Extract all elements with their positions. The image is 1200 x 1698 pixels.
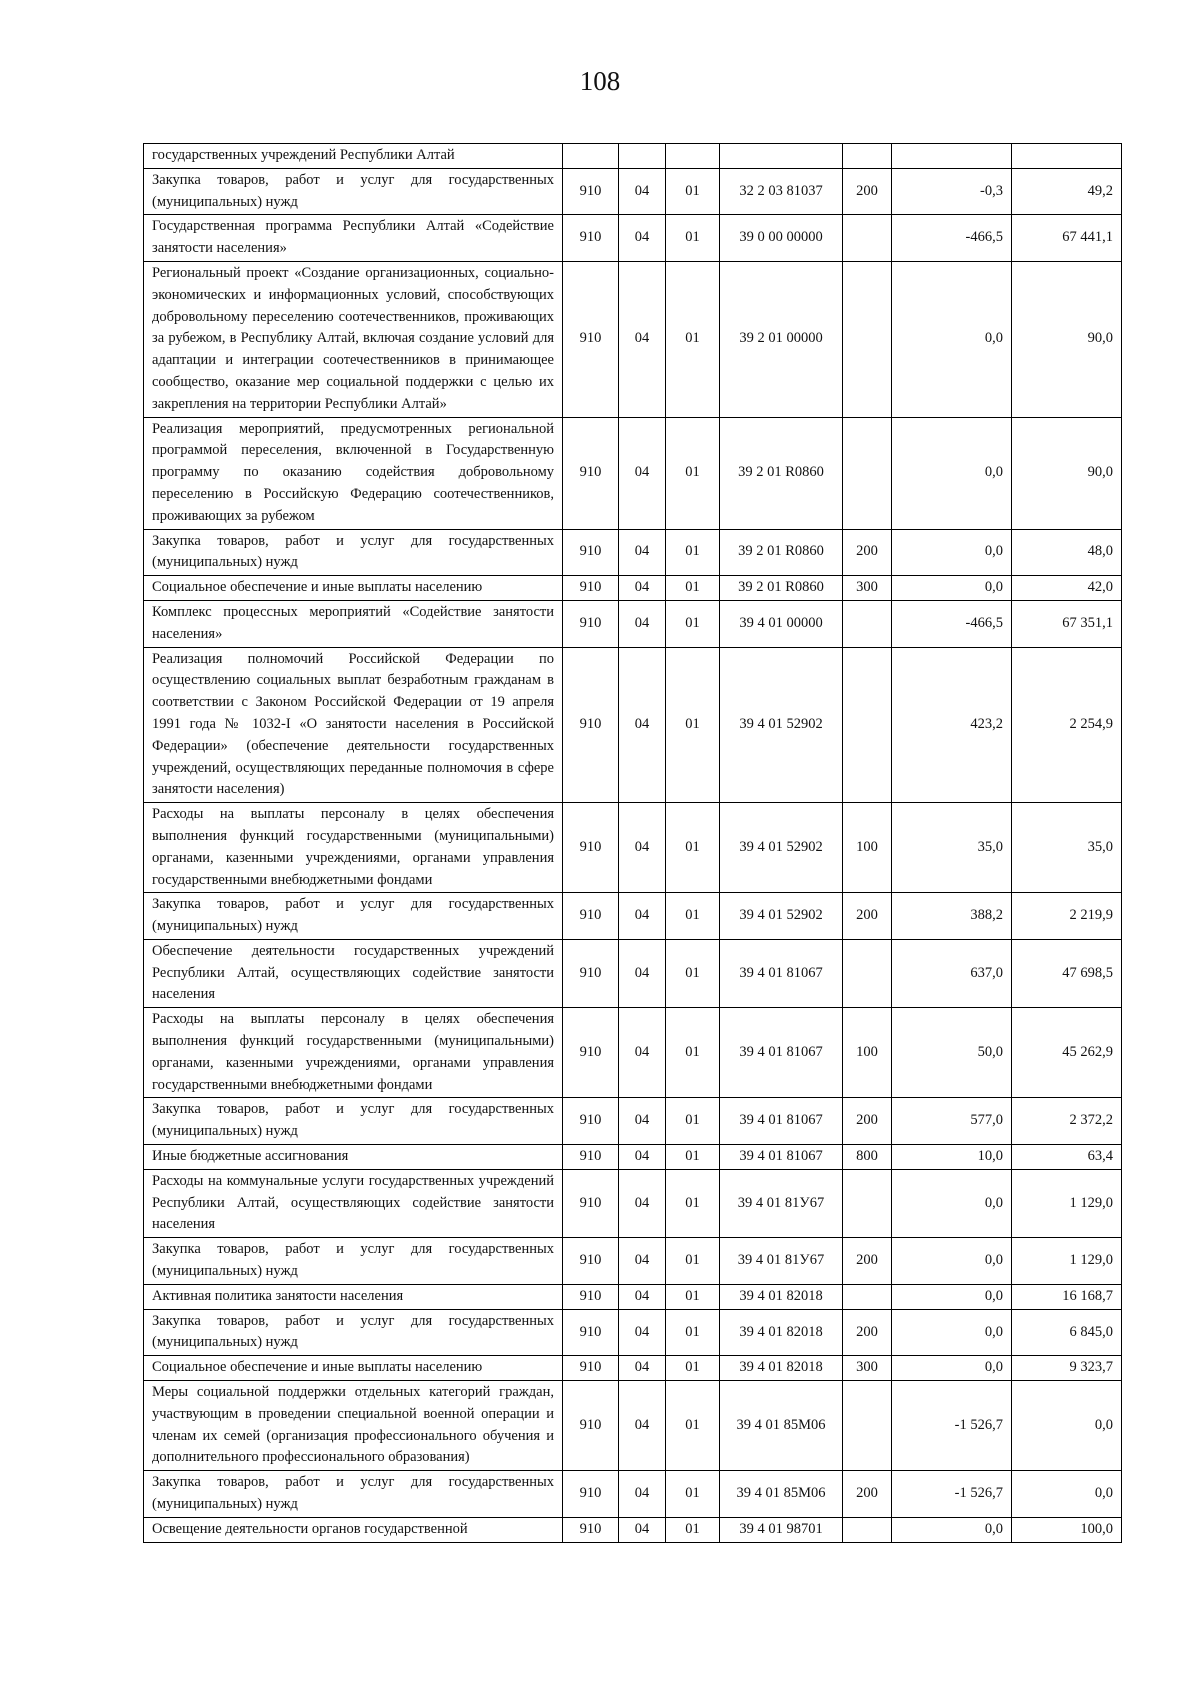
amendment-amount-cell: 0,0 (892, 576, 1012, 601)
ministry-code-cell: 910 (563, 893, 619, 940)
table-row (144, 939, 1122, 1007)
section-code-cell: 04 (619, 1284, 666, 1309)
target-article-cell: 39 4 01 85М06 (720, 1381, 843, 1471)
expense-type-cell: 800 (843, 1145, 892, 1170)
amendment-amount-cell: 0,0 (892, 417, 1012, 529)
total-amount-cell: 6 845,0 (1012, 1309, 1122, 1356)
subsection-code-cell: 01 (666, 600, 720, 647)
row-name-cell: Иные бюджетные ассигнования (144, 1145, 563, 1170)
target-article-cell: 39 4 01 81067 (720, 1008, 843, 1098)
expense-type-cell (843, 215, 892, 262)
section-code-cell: 04 (619, 1356, 666, 1381)
ministry-code-cell: 910 (563, 529, 619, 576)
section-code-cell: 04 (619, 261, 666, 417)
total-amount-cell: 35,0 (1012, 803, 1122, 893)
amendment-amount-cell: -1 526,7 (892, 1471, 1012, 1518)
table-row (144, 1356, 1122, 1381)
target-article-cell: 39 4 01 81067 (720, 1098, 843, 1145)
target-article-cell: 39 4 01 82018 (720, 1309, 843, 1356)
section-code-cell: 04 (619, 1008, 666, 1098)
subsection-code-cell: 01 (666, 417, 720, 529)
row-name-cell: Расходы на выплаты персоналу в целях обеспечения выполнения функций государственными (муниципальными) органами, казенными учреждениями, органами управления государственными внебюджетными фондами (144, 803, 563, 893)
total-amount-cell: 0,0 (1012, 1381, 1122, 1471)
ministry-code-cell: 910 (563, 1471, 619, 1518)
expense-type-cell: 200 (843, 893, 892, 940)
subsection-code-cell: 01 (666, 803, 720, 893)
section-code-cell: 04 (619, 1309, 666, 1356)
expense-type-cell (843, 1169, 892, 1237)
amendment-amount-cell: 0,0 (892, 1517, 1012, 1542)
table-row (144, 144, 1122, 169)
ministry-code-cell: 910 (563, 647, 619, 803)
total-amount-cell (1012, 144, 1122, 169)
target-article-cell: 39 4 01 00000 (720, 600, 843, 647)
subsection-code-cell: 01 (666, 1381, 720, 1471)
total-amount-cell: 63,4 (1012, 1145, 1122, 1170)
budget-table (143, 143, 1122, 1543)
target-article-cell: 39 2 01 R0860 (720, 417, 843, 529)
table-row (144, 1517, 1122, 1542)
total-amount-cell: 9 323,7 (1012, 1356, 1122, 1381)
row-name-cell: Закупка товаров, работ и услуг для государственных (муниципальных) нужд (144, 1471, 563, 1518)
section-code-cell: 04 (619, 647, 666, 803)
amendment-amount-cell: 0,0 (892, 1169, 1012, 1237)
target-article-cell: 32 2 03 81037 (720, 168, 843, 215)
row-name-cell: Расходы на коммунальные услуги государственных учреждений Республики Алтай, осуществляющих содействие занятости населения (144, 1169, 563, 1237)
row-name-cell: Закупка товаров, работ и услуг для государственных (муниципальных) нужд (144, 1309, 563, 1356)
total-amount-cell: 2 372,2 (1012, 1098, 1122, 1145)
target-article-cell: 39 4 01 81У67 (720, 1169, 843, 1237)
ministry-code-cell: 910 (563, 1238, 619, 1285)
table-row (144, 1008, 1122, 1098)
table-row (144, 1145, 1122, 1170)
total-amount-cell: 67 351,1 (1012, 600, 1122, 647)
row-name-cell: Закупка товаров, работ и услуг для государственных (муниципальных) нужд (144, 168, 563, 215)
amendment-amount-cell: 0,0 (892, 1356, 1012, 1381)
ministry-code-cell: 910 (563, 1309, 619, 1356)
section-code-cell: 04 (619, 1381, 666, 1471)
section-code-cell: 04 (619, 168, 666, 215)
ministry-code-cell: 910 (563, 215, 619, 262)
expense-type-cell (843, 1284, 892, 1309)
subsection-code-cell: 01 (666, 1169, 720, 1237)
total-amount-cell: 1 129,0 (1012, 1169, 1122, 1237)
expense-type-cell: 300 (843, 1356, 892, 1381)
row-name-cell: Расходы на выплаты персоналу в целях обеспечения выполнения функций государственными (муниципальными) органами, казенными учреждениями, органами управления государственными внебюджетными фондами (144, 1008, 563, 1098)
total-amount-cell: 47 698,5 (1012, 939, 1122, 1007)
subsection-code-cell: 01 (666, 1471, 720, 1518)
table-row (144, 1238, 1122, 1285)
row-name-cell: Закупка товаров, работ и услуг для государственных (муниципальных) нужд (144, 893, 563, 940)
total-amount-cell: 42,0 (1012, 576, 1122, 601)
target-article-cell: 39 2 01 R0860 (720, 576, 843, 601)
row-name-cell: Закупка товаров, работ и услуг для государственных (муниципальных) нужд (144, 529, 563, 576)
amendment-amount-cell: -466,5 (892, 600, 1012, 647)
total-amount-cell: 67 441,1 (1012, 215, 1122, 262)
amendment-amount-cell: 423,2 (892, 647, 1012, 803)
expense-type-cell (843, 1381, 892, 1471)
section-code-cell: 04 (619, 803, 666, 893)
row-name-cell: Обеспечение деятельности государственных учреждений Республики Алтай, осуществляющих содействие занятости населения (144, 939, 563, 1007)
row-name-cell: Социальное обеспечение и иные выплаты населению (144, 1356, 563, 1381)
ministry-code-cell: 910 (563, 1517, 619, 1542)
row-name-cell: Закупка товаров, работ и услуг для государственных (муниципальных) нужд (144, 1238, 563, 1285)
row-name-cell: Активная политика занятости населения (144, 1284, 563, 1309)
target-article-cell: 39 4 01 52902 (720, 803, 843, 893)
row-name-cell: Освещение деятельности органов государственной (144, 1517, 563, 1542)
subsection-code-cell: 01 (666, 1284, 720, 1309)
amendment-amount-cell: -1 526,7 (892, 1381, 1012, 1471)
expense-type-cell: 300 (843, 576, 892, 601)
target-article-cell: 39 2 01 R0860 (720, 529, 843, 576)
section-code-cell: 04 (619, 600, 666, 647)
target-article-cell: 39 4 01 98701 (720, 1517, 843, 1542)
row-name-cell: Реализация полномочий Российской Федерации по осуществлению социальных выплат безработным гражданам в соответствии с Законом Российской Федерации от 19 апреля 1991 года № 1032-I «О занятости населения в Российской Федерации» (обеспечение деятельности государственных учреждений, осуществляющих переданные полномочия в сфере занятости населения) (144, 647, 563, 803)
expense-type-cell: 200 (843, 1238, 892, 1285)
amendment-amount-cell: -466,5 (892, 215, 1012, 262)
section-code-cell: 04 (619, 1098, 666, 1145)
table-body (144, 144, 1122, 1543)
total-amount-cell: 100,0 (1012, 1517, 1122, 1542)
ministry-code-cell: 910 (563, 168, 619, 215)
table-row (144, 1284, 1122, 1309)
table-row (144, 1309, 1122, 1356)
expense-type-cell (843, 261, 892, 417)
expense-type-cell: 200 (843, 529, 892, 576)
amendment-amount-cell: -0,3 (892, 168, 1012, 215)
page-number: 108 (579, 66, 621, 96)
row-name-cell: Региональный проект «Создание организационных, социально-экономических и информационных условий, способствующих добровольному переселению соотечественников, проживающих за рубежом, в Республику Алтай, включая создание условий для адаптации и интеграции соотечественников в принимающее сообщество, оказание мер социальной поддержки с целью их закрепления на территории Республики Алтай» (144, 261, 563, 417)
total-amount-cell: 2 254,9 (1012, 647, 1122, 803)
expense-type-cell (843, 1517, 892, 1542)
section-code-cell: 04 (619, 529, 666, 576)
table-row (144, 576, 1122, 601)
ministry-code-cell: 910 (563, 1008, 619, 1098)
subsection-code-cell: 01 (666, 261, 720, 417)
amendment-amount-cell: 35,0 (892, 803, 1012, 893)
expense-type-cell: 100 (843, 803, 892, 893)
total-amount-cell: 16 168,7 (1012, 1284, 1122, 1309)
subsection-code-cell: 01 (666, 1145, 720, 1170)
ministry-code-cell: 910 (563, 1098, 619, 1145)
target-article-cell: 39 4 01 81067 (720, 939, 843, 1007)
total-amount-cell: 1 129,0 (1012, 1238, 1122, 1285)
expense-type-cell (843, 144, 892, 169)
subsection-code-cell: 01 (666, 1517, 720, 1542)
subsection-code-cell (666, 144, 720, 169)
expense-type-cell (843, 600, 892, 647)
ministry-code-cell: 910 (563, 1284, 619, 1309)
table-row (144, 1471, 1122, 1518)
row-name-cell: Государственная программа Республики Алтай «Содействие занятости населения» (144, 215, 563, 262)
amendment-amount-cell: 637,0 (892, 939, 1012, 1007)
ministry-code-cell (563, 144, 619, 169)
amendment-amount-cell (892, 144, 1012, 169)
section-code-cell: 04 (619, 893, 666, 940)
subsection-code-cell: 01 (666, 647, 720, 803)
table-row (144, 600, 1122, 647)
total-amount-cell: 49,2 (1012, 168, 1122, 215)
expense-type-cell: 200 (843, 168, 892, 215)
subsection-code-cell: 01 (666, 168, 720, 215)
table-row (144, 261, 1122, 417)
amendment-amount-cell: 0,0 (892, 1238, 1012, 1285)
expense-type-cell: 100 (843, 1008, 892, 1098)
target-article-cell: 39 4 01 52902 (720, 893, 843, 940)
row-name-cell: государственных учреждений Республики Алтай (144, 144, 563, 169)
ministry-code-cell: 910 (563, 1356, 619, 1381)
ministry-code-cell: 910 (563, 1169, 619, 1237)
table-row (144, 529, 1122, 576)
row-name-cell: Реализация мероприятий, предусмотренных региональной программой переселения, включенной в Государственную программу по оказанию содействия добровольному переселению в Российскую Федерацию соотечественников, проживающих за рубежом (144, 417, 563, 529)
ministry-code-cell: 910 (563, 803, 619, 893)
subsection-code-cell: 01 (666, 215, 720, 262)
amendment-amount-cell: 577,0 (892, 1098, 1012, 1145)
target-article-cell: 39 4 01 85М06 (720, 1471, 843, 1518)
total-amount-cell: 0,0 (1012, 1471, 1122, 1518)
row-name-cell: Социальное обеспечение и иные выплаты населению (144, 576, 563, 601)
expense-type-cell: 200 (843, 1471, 892, 1518)
section-code-cell: 04 (619, 1169, 666, 1237)
total-amount-cell: 90,0 (1012, 417, 1122, 529)
section-code-cell: 04 (619, 1145, 666, 1170)
amendment-amount-cell: 0,0 (892, 1284, 1012, 1309)
amendment-amount-cell: 0,0 (892, 261, 1012, 417)
section-code-cell: 04 (619, 1471, 666, 1518)
ministry-code-cell: 910 (563, 600, 619, 647)
ministry-code-cell: 910 (563, 261, 619, 417)
target-article-cell: 39 0 00 00000 (720, 215, 843, 262)
table-row (144, 893, 1122, 940)
ministry-code-cell: 910 (563, 1381, 619, 1471)
section-code-cell: 04 (619, 1517, 666, 1542)
target-article-cell: 39 4 01 52902 (720, 647, 843, 803)
section-code-cell: 04 (619, 417, 666, 529)
section-code-cell (619, 144, 666, 169)
amendment-amount-cell: 50,0 (892, 1008, 1012, 1098)
ministry-code-cell: 910 (563, 1145, 619, 1170)
ministry-code-cell: 910 (563, 939, 619, 1007)
subsection-code-cell: 01 (666, 1356, 720, 1381)
subsection-code-cell: 01 (666, 1098, 720, 1145)
target-article-cell: 39 4 01 82018 (720, 1284, 843, 1309)
ministry-code-cell: 910 (563, 576, 619, 601)
target-article-cell (720, 144, 843, 169)
table-row (144, 1098, 1122, 1145)
row-name-cell: Комплекс процессных мероприятий «Содействие занятости населения» (144, 600, 563, 647)
subsection-code-cell: 01 (666, 1008, 720, 1098)
table-row (144, 1381, 1122, 1471)
section-code-cell: 04 (619, 1238, 666, 1285)
total-amount-cell: 90,0 (1012, 261, 1122, 417)
subsection-code-cell: 01 (666, 1309, 720, 1356)
amendment-amount-cell: 0,0 (892, 529, 1012, 576)
subsection-code-cell: 01 (666, 893, 720, 940)
target-article-cell: 39 2 01 00000 (720, 261, 843, 417)
amendment-amount-cell: 388,2 (892, 893, 1012, 940)
expense-type-cell (843, 647, 892, 803)
target-article-cell: 39 4 01 81У67 (720, 1238, 843, 1285)
total-amount-cell: 2 219,9 (1012, 893, 1122, 940)
table-row (144, 803, 1122, 893)
amendment-amount-cell: 10,0 (892, 1145, 1012, 1170)
amendment-amount-cell: 0,0 (892, 1309, 1012, 1356)
target-article-cell: 39 4 01 82018 (720, 1356, 843, 1381)
total-amount-cell: 45 262,9 (1012, 1008, 1122, 1098)
table-row (144, 215, 1122, 262)
table-row (144, 1169, 1122, 1237)
total-amount-cell: 48,0 (1012, 529, 1122, 576)
subsection-code-cell: 01 (666, 576, 720, 601)
section-code-cell: 04 (619, 215, 666, 262)
ministry-code-cell: 910 (563, 417, 619, 529)
expense-type-cell: 200 (843, 1098, 892, 1145)
expense-type-cell (843, 417, 892, 529)
row-name-cell: Закупка товаров, работ и услуг для государственных (муниципальных) нужд (144, 1098, 563, 1145)
table-row (144, 168, 1122, 215)
section-code-cell: 04 (619, 939, 666, 1007)
subsection-code-cell: 01 (666, 529, 720, 576)
subsection-code-cell: 01 (666, 939, 720, 1007)
expense-type-cell: 200 (843, 1309, 892, 1356)
target-article-cell: 39 4 01 81067 (720, 1145, 843, 1170)
table-row (144, 417, 1122, 529)
table-row (144, 647, 1122, 803)
row-name-cell: Меры социальной поддержки отдельных категорий граждан, участвующим в проведении специальной военной операции и членам их семей (организация профессионального обучения и дополнительного профессионального образования) (144, 1381, 563, 1471)
subsection-code-cell: 01 (666, 1238, 720, 1285)
section-code-cell: 04 (619, 576, 666, 601)
expense-type-cell (843, 939, 892, 1007)
